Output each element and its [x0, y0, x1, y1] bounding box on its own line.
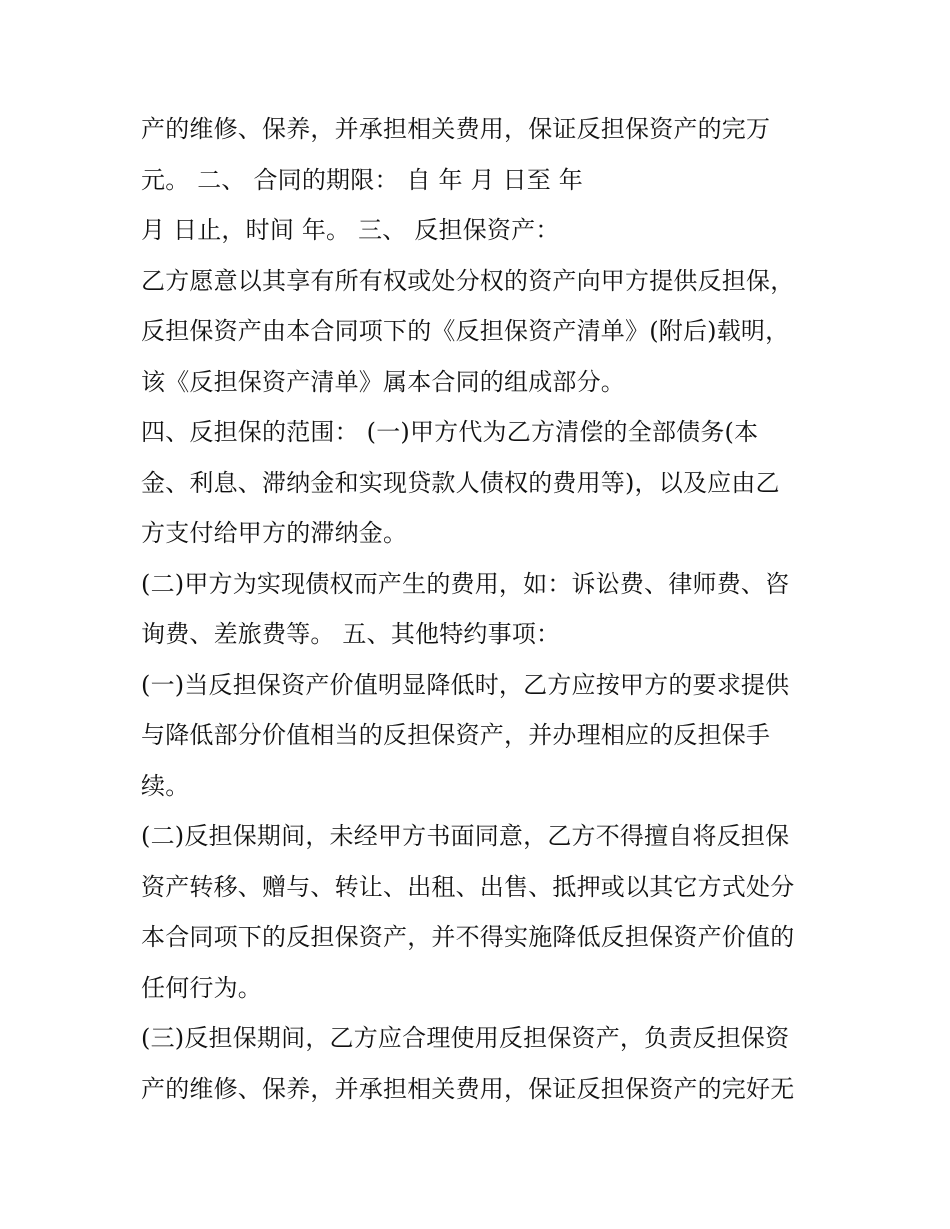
- text-line-15: (二)反担保期间，未经甲方书面同意，乙方不得擅自将反担保: [141, 822, 790, 850]
- text-line-13: 与降低部分价值相当的反担保资产，并办理相应的反担保手: [141, 721, 771, 749]
- text-line-17: 本合同项下的反担保资产，并不得实施降低反担保资产价值的: [141, 923, 795, 951]
- text-line-2: 元。 二、 合同的期限： 自 年 月 日至 年: [141, 165, 584, 194]
- text-line-3: 月 日止，时间 年。 三、 反担保资产：: [141, 216, 560, 244]
- text-line-7: 四、反担保的范围： (一)甲方代为乙方清偿的全部债务(本: [141, 418, 759, 446]
- text-line-16: 资产转移、赠与、转让、出租、出售、抵押或以其它方式处分: [141, 872, 795, 901]
- text-line-1: 产的维修、保养，并承担相关费用，保证反担保资产的完万: [141, 115, 771, 143]
- contract-text: [141, 104, 841, 1114]
- text-line-14: 续。: [141, 771, 190, 800]
- text-line-11: 询费、差旅费等。 五、其他特约事项：: [141, 620, 561, 648]
- text-line-6: 该《反担保资产清单》属本合同的组成部分。: [141, 367, 625, 396]
- text-line-10: (二)甲方为实现债权而产生的费用，如：诉讼费、律师费、咨: [141, 569, 790, 598]
- text-line-19: (三)反担保期间，乙方应合理使用反担保资产，负责反担保资: [141, 1024, 790, 1052]
- text-line-4: 乙方愿意以其享有所有权或处分权的资产向甲方提供反担保，: [141, 266, 795, 295]
- text-line-20: 产的维修、保养，并承担相关费用，保证反担保资产的完好无: [141, 1074, 795, 1103]
- text-line-8: 金、利息、滞纳金和实现贷款人债权的费用等)，以及应由乙: [141, 468, 780, 497]
- text-line-5: 反担保资产由本合同项下的《反担保资产清单》(附后)载明，: [141, 317, 790, 345]
- text-line-18: 任何行为。: [141, 973, 262, 1002]
- text-line-12: (一)当反担保资产价值明显降低时，乙方应按甲方的要求提供: [141, 670, 790, 699]
- text-line-9: 方支付给甲方的滞纳金。: [141, 519, 408, 547]
